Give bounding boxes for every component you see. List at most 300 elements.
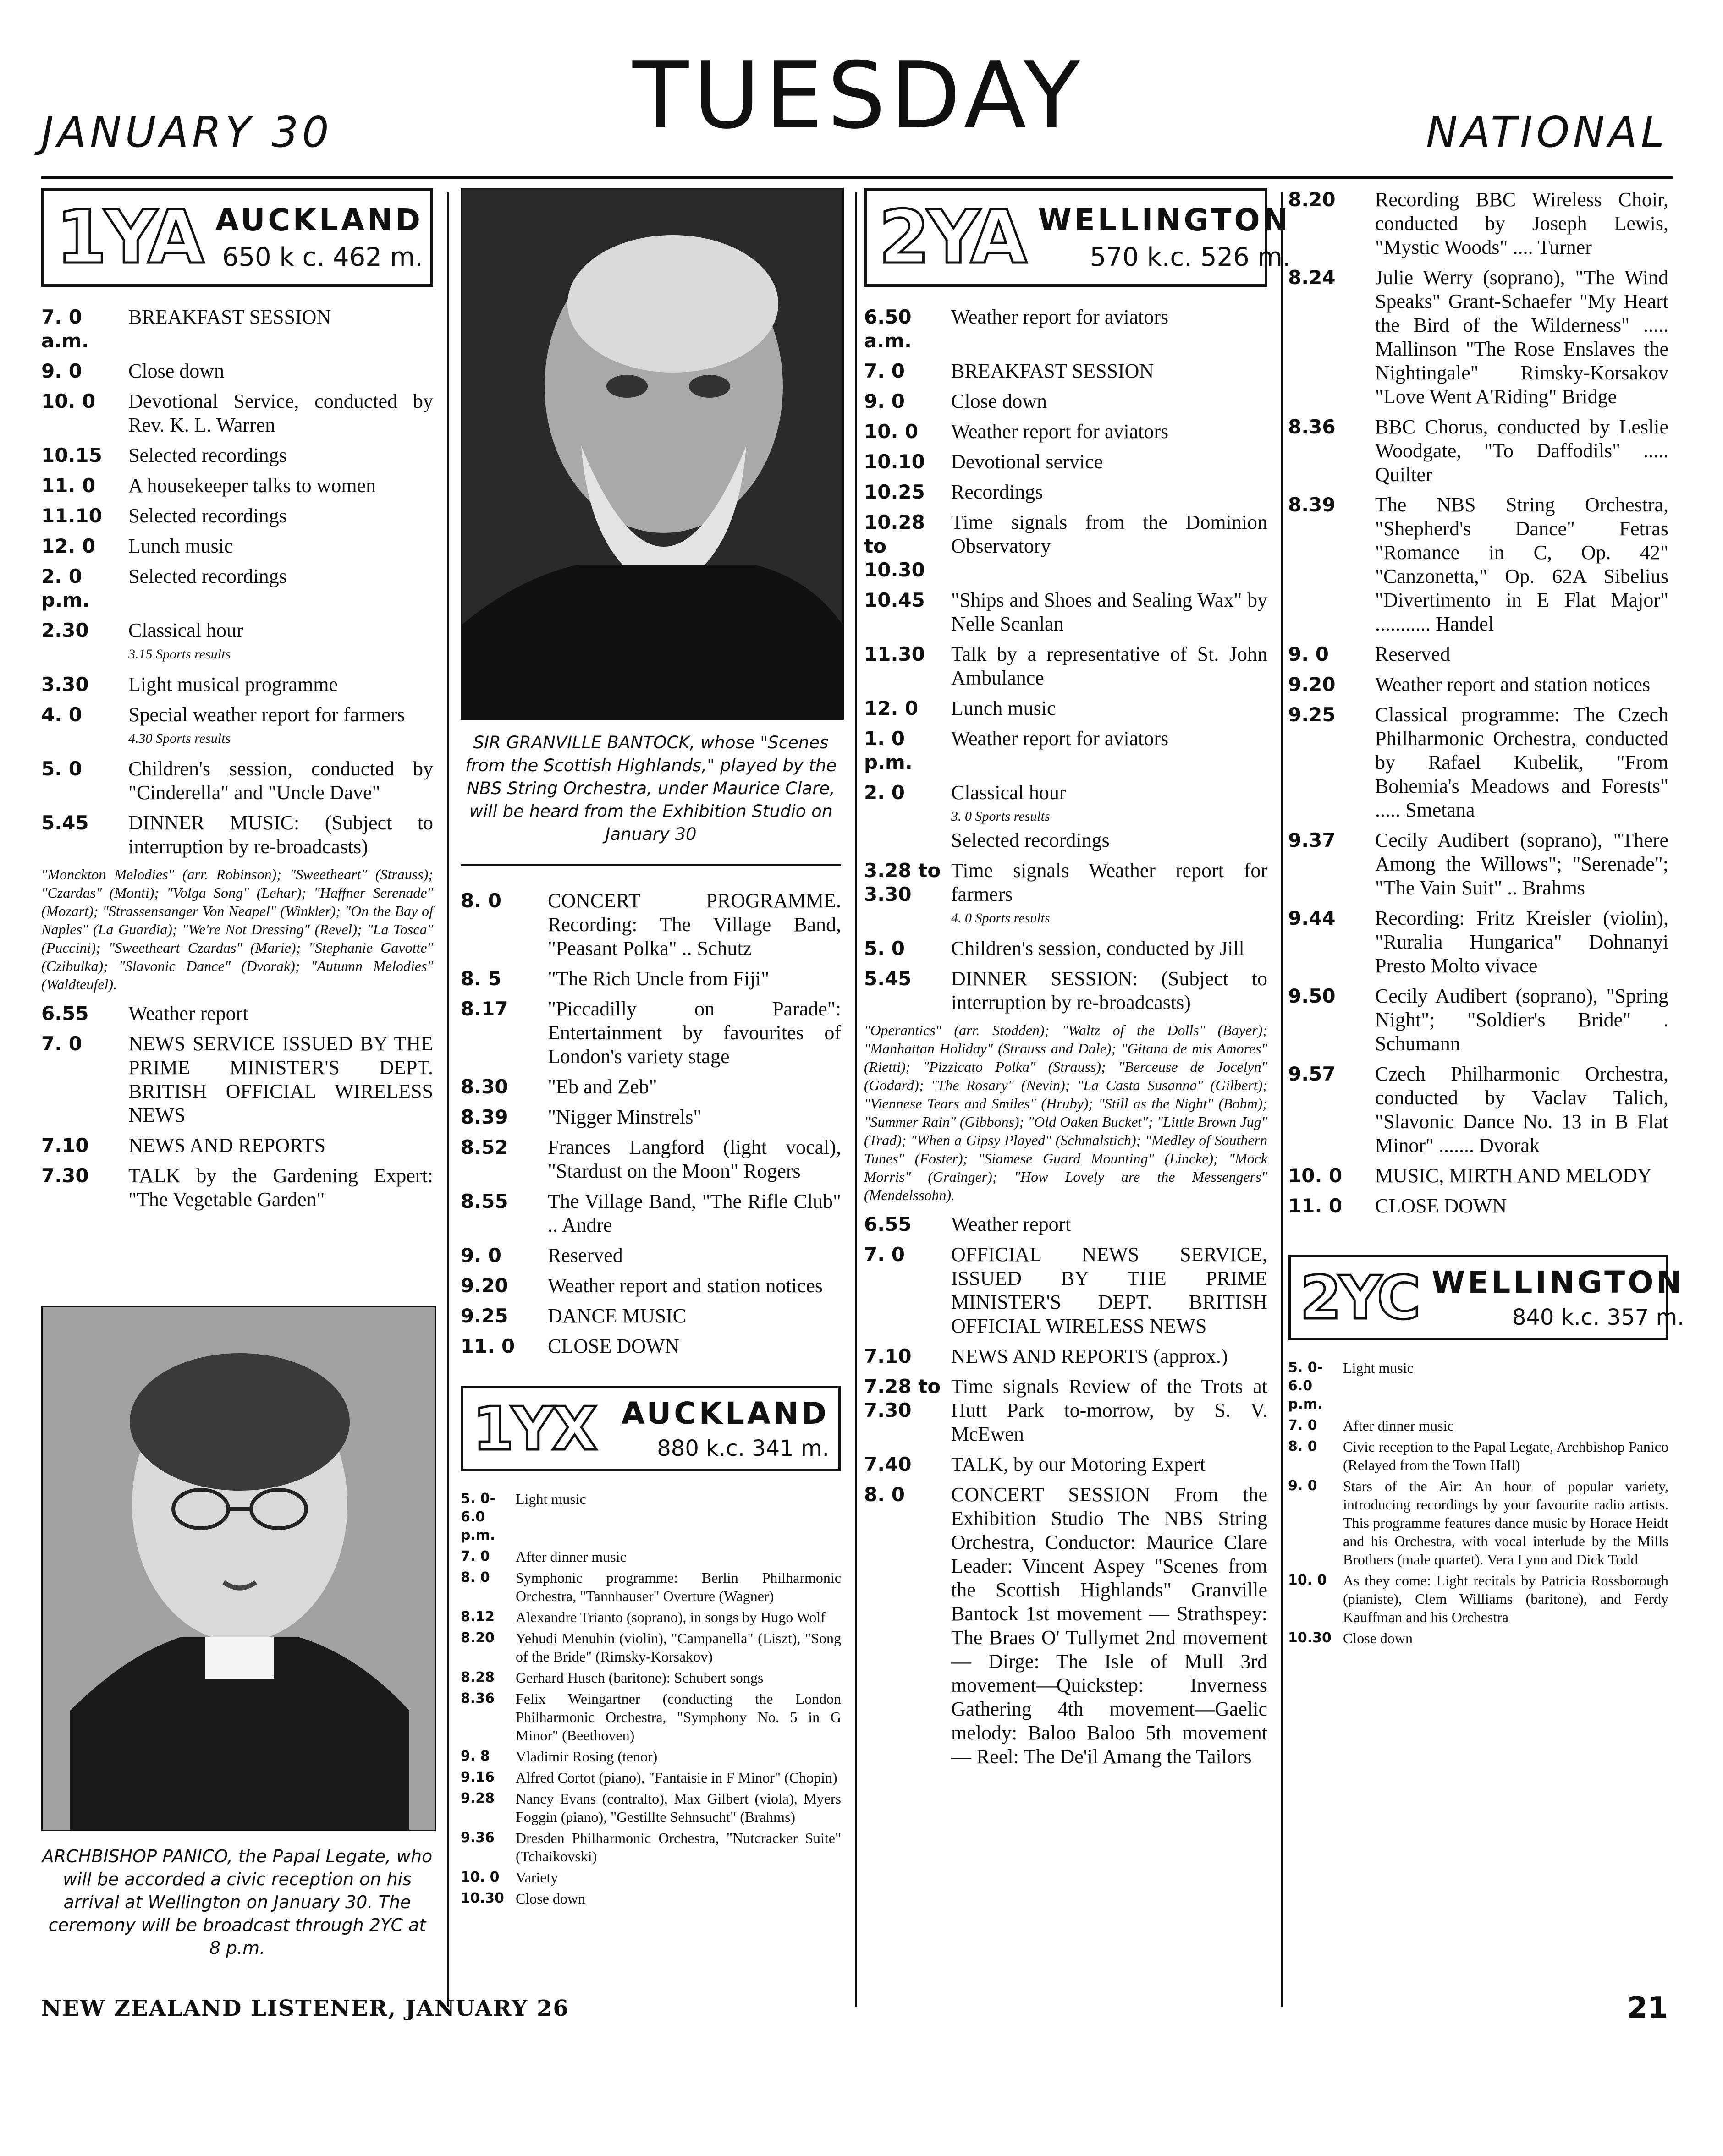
schedule-desc-block xyxy=(128,619,433,666)
schedule-item xyxy=(864,781,1267,852)
schedule-desc-block xyxy=(128,504,433,528)
station-frequency: 650 k c. 462 m. xyxy=(222,242,424,272)
schedule-description: Lunch music xyxy=(951,697,1056,719)
schedule-desc-block xyxy=(951,642,1267,690)
schedule-description: Time signals Review of the Trots at Hutt Park to-morrow, by S. V. McEwen xyxy=(951,1375,1267,1445)
schedule-desc-block xyxy=(1343,1629,1668,1647)
schedule-item xyxy=(461,1668,841,1687)
schedule-time: 9.44 xyxy=(1288,907,1336,929)
schedule-item xyxy=(41,359,433,383)
schedule-desc-block xyxy=(548,1190,841,1237)
schedule-time: 10.15 xyxy=(41,444,102,466)
schedule-desc-block xyxy=(1343,1477,1668,1569)
schedule-time: 9. 0 xyxy=(864,390,905,412)
schedule-description: Felix Weingartner (conducting the London Philharmonic Orchestra, "Symphony No. 5 in G Minor" (Beethoven) xyxy=(516,1690,841,1744)
schedule-desc-block xyxy=(1375,828,1668,900)
schedule-desc-block xyxy=(516,1569,841,1605)
schedule-item xyxy=(864,390,1267,413)
schedule-time: 10.10 xyxy=(864,450,925,473)
schedule-item xyxy=(1288,188,1668,259)
schedule-item xyxy=(41,619,433,666)
schedule-time: 6.55 xyxy=(864,1213,912,1235)
schedule-item xyxy=(864,1483,1267,1769)
schedule-desc-block xyxy=(1375,984,1668,1056)
schedule-item xyxy=(1288,1194,1668,1218)
schedule-desc-block xyxy=(128,703,433,751)
schedule-description: Vladimir Rosing (tenor) xyxy=(516,1748,658,1765)
column-2 xyxy=(461,188,841,1910)
column-1yA xyxy=(41,188,433,1958)
station-city: WELLINGTON xyxy=(1038,203,1291,238)
schedule-desc-block xyxy=(128,1164,433,1212)
archbishop-caption: ARCHBISHOP PANICO, the Papal Legate, who will be accorded a civic reception on his arrival at Wellington on January 30. The ceremony will be broadcast through 2YC at 8 p.m. xyxy=(42,1846,433,1958)
schedule-description: DINNER MUSIC: (Subject to interruption by re-broadcasts) xyxy=(128,812,433,858)
schedule-1yx xyxy=(461,1490,841,1908)
schedule-description: "Nigger Minstrels" xyxy=(548,1106,702,1128)
schedule-subnote: 3.15 Sports results xyxy=(128,647,231,662)
column-2ya xyxy=(864,188,1291,1775)
schedule-item xyxy=(461,1768,841,1787)
schedule-description: Dresden Philharmonic Orchestra, "Nutcracker Suite" (Tchaikovski) xyxy=(516,1830,841,1865)
station-city: AUCKLAND xyxy=(215,203,424,238)
schedule-desc-block xyxy=(548,1334,841,1358)
schedule-desc-block xyxy=(128,565,433,612)
schedule-item xyxy=(461,1747,841,1766)
schedule-item xyxy=(41,703,433,751)
schedule-time: 8. 0 xyxy=(1288,1438,1317,1454)
schedule-item xyxy=(1288,642,1668,666)
schedule-item xyxy=(864,510,1267,582)
schedule-time: 5. 0 xyxy=(41,757,83,780)
schedule-description: Children's session, conducted by Jill xyxy=(951,937,1244,960)
schedule-desc-block xyxy=(1375,415,1668,487)
schedule-desc-block xyxy=(951,697,1267,720)
schedule-desc-block xyxy=(951,1375,1267,1446)
station-logo: 2YC xyxy=(1300,1262,1418,1333)
schedule-time: 8.20 xyxy=(461,1630,495,1646)
publication-footer: NEW ZEALAND LISTENER, JANUARY 26 xyxy=(41,1996,569,2021)
schedule-item xyxy=(864,420,1267,444)
station-frequency: 570 k.c. 526 m. xyxy=(1090,242,1291,272)
schedule-time: 8.36 xyxy=(1288,416,1336,438)
schedule-time: 8.39 xyxy=(1288,494,1336,516)
schedule-time: 9.37 xyxy=(1288,829,1336,851)
schedule-time: 9.50 xyxy=(1288,985,1336,1007)
schedule-item xyxy=(1288,1477,1668,1569)
schedule-2ya-late xyxy=(1288,188,1668,1218)
schedule-time: 9.20 xyxy=(1288,673,1336,696)
schedule-desc-block xyxy=(548,967,841,991)
schedule-2ya-evening xyxy=(864,1212,1267,1769)
schedule-desc-block xyxy=(128,757,433,805)
schedule-item xyxy=(41,474,433,498)
schedule-description: After dinner music xyxy=(1343,1417,1454,1434)
schedule-item xyxy=(1288,1437,1668,1474)
schedule-desc-block xyxy=(548,1304,841,1328)
schedule-time: 3.30 xyxy=(41,673,89,696)
schedule-1ya-concert xyxy=(461,889,841,1358)
caption-rule xyxy=(461,864,841,866)
schedule-time: 8.24 xyxy=(1288,266,1336,289)
schedule-item xyxy=(41,534,433,558)
schedule-desc-block xyxy=(128,474,433,498)
schedule-desc-block xyxy=(516,1608,841,1626)
station-logo: 2YA xyxy=(879,194,1024,280)
schedule-time: 8.30 xyxy=(461,1075,508,1098)
schedule-desc-block xyxy=(1375,188,1668,259)
schedule-desc-block xyxy=(128,1002,433,1026)
schedule-desc-block xyxy=(951,510,1267,582)
schedule-item xyxy=(864,305,1267,353)
schedule-description: CONCERT SESSION From the Exhibition Studio The NBS String Orchestra, Conductor: Maurice Clare Leader: Vincent Aspey "Scenes from the Scottish Highlands" Granville Bantock 1st movement — Strathspey: The Braes O' Tullymet 2nd movement — Dirge: The Isle of Mull 3rd movement—Quickstep: Inverness Gathering 4th movement—Gaelic melody: Baloo Baloo 5th movement — Reel: The De'il Amang the Tailors xyxy=(951,1483,1267,1768)
schedule-time: 8.17 xyxy=(461,998,508,1020)
schedule-description: Weather report and station notices xyxy=(548,1274,823,1297)
schedule-time: 9. 0 xyxy=(1288,1478,1317,1494)
schedule-description: Nancy Evans (contralto), Max Gilbert (viola), Myers Foggin (piano), "Gestillte Sehnsucht" (Brahms) xyxy=(516,1790,841,1825)
schedule-item xyxy=(864,450,1267,474)
schedule-item xyxy=(461,1105,841,1129)
schedule-desc-block xyxy=(951,305,1267,353)
schedule-time: 12. 0 xyxy=(864,697,919,719)
schedule-item xyxy=(41,305,433,353)
schedule-desc-block xyxy=(548,1075,841,1099)
schedule-time: 9.20 xyxy=(461,1274,508,1297)
schedule-desc-block xyxy=(951,859,1267,930)
schedule-time: 8.20 xyxy=(1288,188,1336,211)
schedule-item xyxy=(864,697,1267,720)
schedule-time: 8.36 xyxy=(461,1690,495,1706)
schedule-item xyxy=(1288,1164,1668,1188)
schedule-description: Selected recordings xyxy=(128,444,287,466)
schedule-description: Close down xyxy=(951,390,1047,412)
schedule-item xyxy=(461,1789,841,1826)
schedule-description: Special weather report for farmers xyxy=(128,703,405,726)
schedule-item xyxy=(864,588,1267,636)
schedule-time: 8.28 xyxy=(461,1669,495,1685)
schedule-subnote: 4. 0 Sports results xyxy=(951,911,1050,926)
schedule-time: 10.45 xyxy=(864,589,925,611)
schedule-item xyxy=(41,504,433,528)
schedule-item xyxy=(461,1274,841,1298)
schedule-desc-block xyxy=(516,1629,841,1666)
schedule-time: 12. 0 xyxy=(41,535,96,557)
schedule-desc-block xyxy=(951,781,1267,852)
schedule-desc-block xyxy=(548,1105,841,1129)
schedule-description: Weather report for aviators xyxy=(951,306,1169,328)
schedule-description: Alexandre Trianto (soprano), in songs by Hugo Wolf xyxy=(516,1609,826,1625)
schedule-description: Alfred Cortot (piano), "Fantaisie in F Minor" (Chopin) xyxy=(516,1769,837,1786)
schedule-time: 9.36 xyxy=(461,1830,495,1846)
schedule-desc-block xyxy=(516,1747,841,1766)
schedule-desc-block xyxy=(1375,906,1668,978)
schedule-description: Reserved xyxy=(548,1244,623,1267)
schedule-description: As they come: Light recitals by Patricia Rossborough (pianiste), Clem Williams (baritone), and Ferdy Kauffman and his Orchestra xyxy=(1343,1572,1668,1625)
schedule-description: After dinner music xyxy=(516,1548,627,1565)
schedule-description: Classical hour xyxy=(128,619,243,642)
station-logo: 1YX xyxy=(473,1393,595,1464)
schedule-time: 2. 0 p.m. xyxy=(41,565,90,611)
schedule-description: Julie Werry (soprano), "The Wind Speaks" Grant-Schaefer "My Heart the Bird of the Wilderness" ..... Mallinson "The Rose Enslaves the Nightingale" Rimsky-Korsakov "Love Went A'Riding" Bridge xyxy=(1375,266,1668,408)
schedule-item xyxy=(1288,1359,1668,1414)
schedule-desc-block xyxy=(1375,493,1668,636)
schedule-description: Light musical programme xyxy=(128,673,338,696)
schedule-item xyxy=(864,967,1267,1015)
schedule-item xyxy=(461,1889,841,1908)
schedule-time: 7. 0 xyxy=(461,1548,490,1564)
schedule-description: Weather report for aviators xyxy=(951,727,1169,750)
station-header-1yx xyxy=(461,1386,841,1471)
schedule-description: Close down xyxy=(128,360,224,382)
schedule-time: 1. 0 p.m. xyxy=(864,727,913,774)
schedule-description: BREAKFAST SESSION xyxy=(951,360,1154,382)
schedule-item xyxy=(461,1334,841,1358)
schedule-desc-block xyxy=(951,967,1267,1015)
schedule-item xyxy=(461,1304,841,1328)
schedule-desc-block xyxy=(951,1243,1267,1338)
schedule-time: 7.40 xyxy=(864,1453,912,1476)
schedule-item xyxy=(41,811,433,859)
schedule-item xyxy=(1288,673,1668,697)
schedule-desc-block xyxy=(128,444,433,467)
schedule-description: Time signals Weather report for farmers xyxy=(951,859,1267,905)
schedule-description: Czech Philharmonic Orchestra, conducted by Vaclav Talich, "Slavonic Dance No. 13 in B Flat Minor" ....... Dvorak xyxy=(1375,1063,1668,1157)
archbishop-panico-photo xyxy=(41,1306,436,1831)
schedule-time: 9.25 xyxy=(461,1305,508,1327)
schedule-item xyxy=(1288,984,1668,1056)
schedule-desc-block xyxy=(1375,1062,1668,1158)
schedule-description: BREAKFAST SESSION xyxy=(128,306,331,328)
schedule-time: 10.30 xyxy=(1288,1630,1332,1646)
schedule-description: Yehudi Menuhin (violin), "Campanella" (Liszt), "Song of the Bride" (Rimsky-Korsakov) xyxy=(516,1630,841,1665)
schedule-description: A housekeeper talks to women xyxy=(128,474,376,497)
schedule-time: 8.12 xyxy=(461,1609,495,1625)
schedule-desc-block xyxy=(951,450,1267,474)
schedule-description: DANCE MUSIC xyxy=(548,1305,686,1327)
schedule-item xyxy=(461,1075,841,1099)
schedule-desc-block xyxy=(516,1490,841,1545)
schedule-2ya-day xyxy=(864,305,1267,1015)
schedule-item xyxy=(41,1134,433,1158)
schedule-item xyxy=(1288,1629,1668,1647)
schedule-description: NEWS AND REPORTS (approx.) xyxy=(951,1345,1228,1367)
schedule-description: DINNER SESSION: (Subject to interruption by re-broadcasts) xyxy=(951,967,1267,1014)
schedule-item xyxy=(461,967,841,991)
schedule-item xyxy=(864,727,1267,774)
schedule-description: Weather report for aviators xyxy=(951,420,1169,443)
schedule-item xyxy=(1288,1571,1668,1626)
schedule-description: Recording BBC Wireless Choir, conducted by Joseph Lewis, "Mystic Woods" .... Turner xyxy=(1375,188,1668,258)
schedule-time: 10. 0 xyxy=(461,1869,500,1885)
schedule-desc-block xyxy=(951,937,1267,960)
schedule-description: The NBS String Orchestra, "Shepherd's Dance" Fetras "Romance in C, Op. 42" "Canzonetta," Op. 62A Sibelius "Divertimento in E Flat Major" ........... Handel xyxy=(1375,494,1668,635)
schedule-description: CLOSE DOWN xyxy=(548,1335,680,1357)
dinner-session-list: "Operantics" (arr. Stodden); "Waltz of the Dolls" (Bayer); "Manhattan Holiday" (Strauss and Dale); "Gitana de mis Amores" (Rietti); "Pizzicato Polka" (Strauss); "Berceuse de Jocelyn" (Godard); "The Rosary" (Nevin); "La Casta Susanna" (Gilbert); "Viennese Tears and Smiles" (Hruby); "Still as the Night" (Bohm); "Summer Rain" (Gibbons); "Old Oaken Bucket"; "Little Brown Jug" (Trad); "When a Gipsy Played" (Schmalstich); "Medley of Southern Tunes" (Foster); "Siamese Guard Mounting" (Lincke); "Mock Morris" (Grainger); "How Lovely are the Messengers" (Mendelssohn). xyxy=(864,1022,1267,1203)
schedule-item xyxy=(461,1244,841,1267)
schedule-description: Light music xyxy=(516,1491,586,1507)
schedule-time: 8.52 xyxy=(461,1136,508,1158)
station-header-1ya xyxy=(41,188,433,287)
schedule-time: 8.55 xyxy=(461,1190,508,1212)
schedule-desc-block xyxy=(951,1453,1267,1476)
schedule-description: Time signals from the Dominion Observatory xyxy=(951,511,1267,557)
schedule-description: Lunch music xyxy=(128,535,233,557)
schedule-desc-block xyxy=(128,1134,433,1158)
schedule-time: 10. 0 xyxy=(864,420,919,443)
schedule-time: 9.57 xyxy=(1288,1063,1336,1085)
schedule-desc-block xyxy=(951,1344,1267,1368)
schedule-item xyxy=(461,1136,841,1183)
schedule-time: 8. 0 xyxy=(461,889,502,912)
schedule-time: 7. 0 a.m. xyxy=(41,306,89,352)
schedule-description: "Piccadilly on Parade": Entertainment by favourites of London's variety stage xyxy=(548,998,841,1068)
schedule-time: 9.16 xyxy=(461,1769,495,1785)
schedule-time: 9. 0 xyxy=(1288,643,1329,665)
schedule-item xyxy=(41,1002,433,1026)
schedule-description: TALK, by our Motoring Expert xyxy=(951,1453,1206,1476)
schedule-time: 5.45 xyxy=(864,967,912,990)
schedule-desc-block xyxy=(516,1668,841,1687)
schedule-item xyxy=(1288,1062,1668,1158)
schedule-time: 5. 0-6.0 p.m. xyxy=(461,1491,496,1543)
schedule-time: 10. 0 xyxy=(1288,1164,1343,1187)
schedule-item xyxy=(461,1547,841,1566)
schedule-item xyxy=(41,390,433,437)
schedule-desc-block xyxy=(951,480,1267,504)
schedule-description: Stars of the Air: An hour of popular variety, introducing recordings by your favourite radio artists. This programme features dance music by Horace Heidt and his Orchestra, with vocal interlude by the Mills Brothers (male quartet). Vera Lynn and Dick Todd xyxy=(1343,1478,1668,1568)
schedule-time: 10.28 to 10.30 xyxy=(864,511,925,581)
schedule-time: 10. 0 xyxy=(41,390,96,412)
schedule-description: Selected recordings xyxy=(128,505,287,527)
schedule-description: Gerhard Husch (baritone): Schubert songs xyxy=(516,1669,764,1686)
schedule-desc-block xyxy=(128,390,433,437)
schedule-desc-block xyxy=(516,1690,841,1745)
schedule-desc-block xyxy=(1375,703,1668,822)
schedule-description: NEWS AND REPORTS xyxy=(128,1134,326,1157)
schedule-time: 10.25 xyxy=(864,481,925,503)
schedule-desc-block xyxy=(128,673,433,697)
schedule-time: 2. 0 xyxy=(864,781,905,804)
schedule-description: Light music xyxy=(1343,1360,1414,1376)
schedule-extra: Selected recordings xyxy=(951,829,1110,851)
schedule-description: Cecily Audibert (soprano), "There Among the Willows"; "Serenade"; "The Vain Suit" .. Brahms xyxy=(1375,829,1668,899)
schedule-item xyxy=(864,480,1267,504)
schedule-description: TALK by the Gardening Expert: "The Vegetable Garden" xyxy=(128,1164,433,1211)
schedule-time: 11.10 xyxy=(41,505,102,527)
schedule-item xyxy=(1288,703,1668,822)
schedule-time: 11. 0 xyxy=(1288,1195,1343,1217)
schedule-item xyxy=(864,937,1267,960)
column-divider xyxy=(1281,192,1283,2007)
schedule-desc-block xyxy=(516,1868,841,1887)
schedule-desc-block xyxy=(1343,1571,1668,1626)
schedule-desc-block xyxy=(951,420,1267,444)
schedule-item xyxy=(461,1829,841,1865)
schedule-time: 7. 0 xyxy=(864,360,905,382)
schedule-item xyxy=(41,1164,433,1212)
schedule-description: Close down xyxy=(1343,1630,1413,1646)
schedule-time: 5. 0-6.0 p.m. xyxy=(1288,1360,1323,1412)
schedule-time: 7. 0 xyxy=(1288,1417,1317,1433)
schedule-time: 7. 0 xyxy=(864,1243,905,1266)
schedule-item xyxy=(1288,1416,1668,1435)
schedule-description: Cecily Audibert (soprano), "Spring Night"; "Soldier's Bride" . Schumann xyxy=(1375,985,1668,1055)
schedule-desc-block xyxy=(128,534,433,558)
schedule-time: 5.45 xyxy=(41,812,89,834)
schedule-item xyxy=(461,1868,841,1887)
schedule-time: 10. 0 xyxy=(1288,1572,1327,1588)
schedule-description: The Village Band, "The Rifle Club" .. Andre xyxy=(548,1190,841,1236)
station-frequency: 880 k.c. 341 m. xyxy=(657,1436,829,1461)
schedule-time: 6.55 xyxy=(41,1002,89,1025)
schedule-time: 8.39 xyxy=(461,1106,508,1128)
schedule-description: Selected recordings xyxy=(128,565,287,587)
schedule-1ya-day xyxy=(41,305,433,859)
schedule-item xyxy=(864,1453,1267,1476)
bantock-caption: SIR GRANVILLE BANTOCK, whose "Scenes from the Scottish Highlands," played by the NBS String Orchestra, under Maurice Clare, will be heard from the Exhibition Studio on January 30 xyxy=(465,733,837,844)
column-divider xyxy=(447,192,449,2007)
schedule-item xyxy=(864,1212,1267,1236)
station-header-2ya xyxy=(864,188,1291,287)
schedule-time: 7.10 xyxy=(41,1134,89,1157)
schedule-description: Frances Langford (light vocal), "Stardust on the Moon" Rogers xyxy=(548,1136,841,1182)
schedule-item xyxy=(864,1375,1267,1446)
schedule-subnote: 4.30 Sports results xyxy=(128,731,231,746)
schedule-description: MUSIC, MIRTH AND MELODY xyxy=(1375,1164,1652,1187)
schedule-description: Recordings xyxy=(951,481,1043,503)
schedule-item xyxy=(864,1243,1267,1338)
schedule-description: Devotional Service, conducted by Rev. K. L. Warren xyxy=(128,390,433,436)
schedule-time: 8. 0 xyxy=(461,1569,490,1585)
station-city: AUCKLAND xyxy=(621,1396,829,1431)
schedule-desc-block xyxy=(1343,1359,1668,1414)
schedule-desc-block xyxy=(128,1032,433,1127)
schedule-description: BBC Chorus, conducted by Leslie Woodgate, "To Daffodils" ..... Quilter xyxy=(1375,416,1668,486)
schedule-time: 3.28 to 3.30 xyxy=(864,859,941,905)
schedule-item xyxy=(1288,415,1668,487)
schedule-item xyxy=(1288,906,1668,978)
schedule-desc-block xyxy=(951,359,1267,383)
schedule-desc-block xyxy=(548,889,841,960)
schedule-time: 11. 0 xyxy=(461,1335,515,1357)
schedule-time: 9. 0 xyxy=(461,1244,502,1267)
granville-bantock-photo xyxy=(461,188,844,720)
schedule-item xyxy=(864,642,1267,690)
schedule-description: Devotional service xyxy=(951,450,1103,473)
schedule-time: 10.30 xyxy=(461,1890,504,1906)
schedule-desc-block xyxy=(128,305,433,353)
schedule-time: 2.30 xyxy=(41,619,89,642)
schedule-time: 9.28 xyxy=(461,1790,495,1806)
page-number: 21 xyxy=(1627,1991,1668,2025)
schedule-item xyxy=(41,1032,433,1127)
schedule-desc-block xyxy=(548,1274,841,1298)
schedule-desc-block xyxy=(1375,266,1668,409)
schedule-description: Talk by a representative of St. John Ambulance xyxy=(951,643,1267,689)
schedule-item xyxy=(41,444,433,467)
schedule-description: Symphonic programme: Berlin Philharmonic Orchestra, "Tannhauser" Overture (Wagner) xyxy=(516,1569,841,1604)
schedule-time: 7.30 xyxy=(41,1164,89,1187)
schedule-description: CLOSE DOWN xyxy=(1375,1195,1507,1217)
schedule-desc-block xyxy=(548,1136,841,1183)
schedule-description: "Eb and Zeb" xyxy=(548,1075,657,1098)
schedule-desc-block xyxy=(1375,1164,1668,1188)
schedule-desc-block xyxy=(516,1789,841,1826)
schedule-description: Weather report and station notices xyxy=(1375,673,1651,696)
schedule-time: 7. 0 xyxy=(41,1032,83,1055)
page-day-title: TUESDAY xyxy=(633,43,1084,149)
schedule-desc-block xyxy=(1343,1416,1668,1435)
schedule-item xyxy=(461,1569,841,1605)
